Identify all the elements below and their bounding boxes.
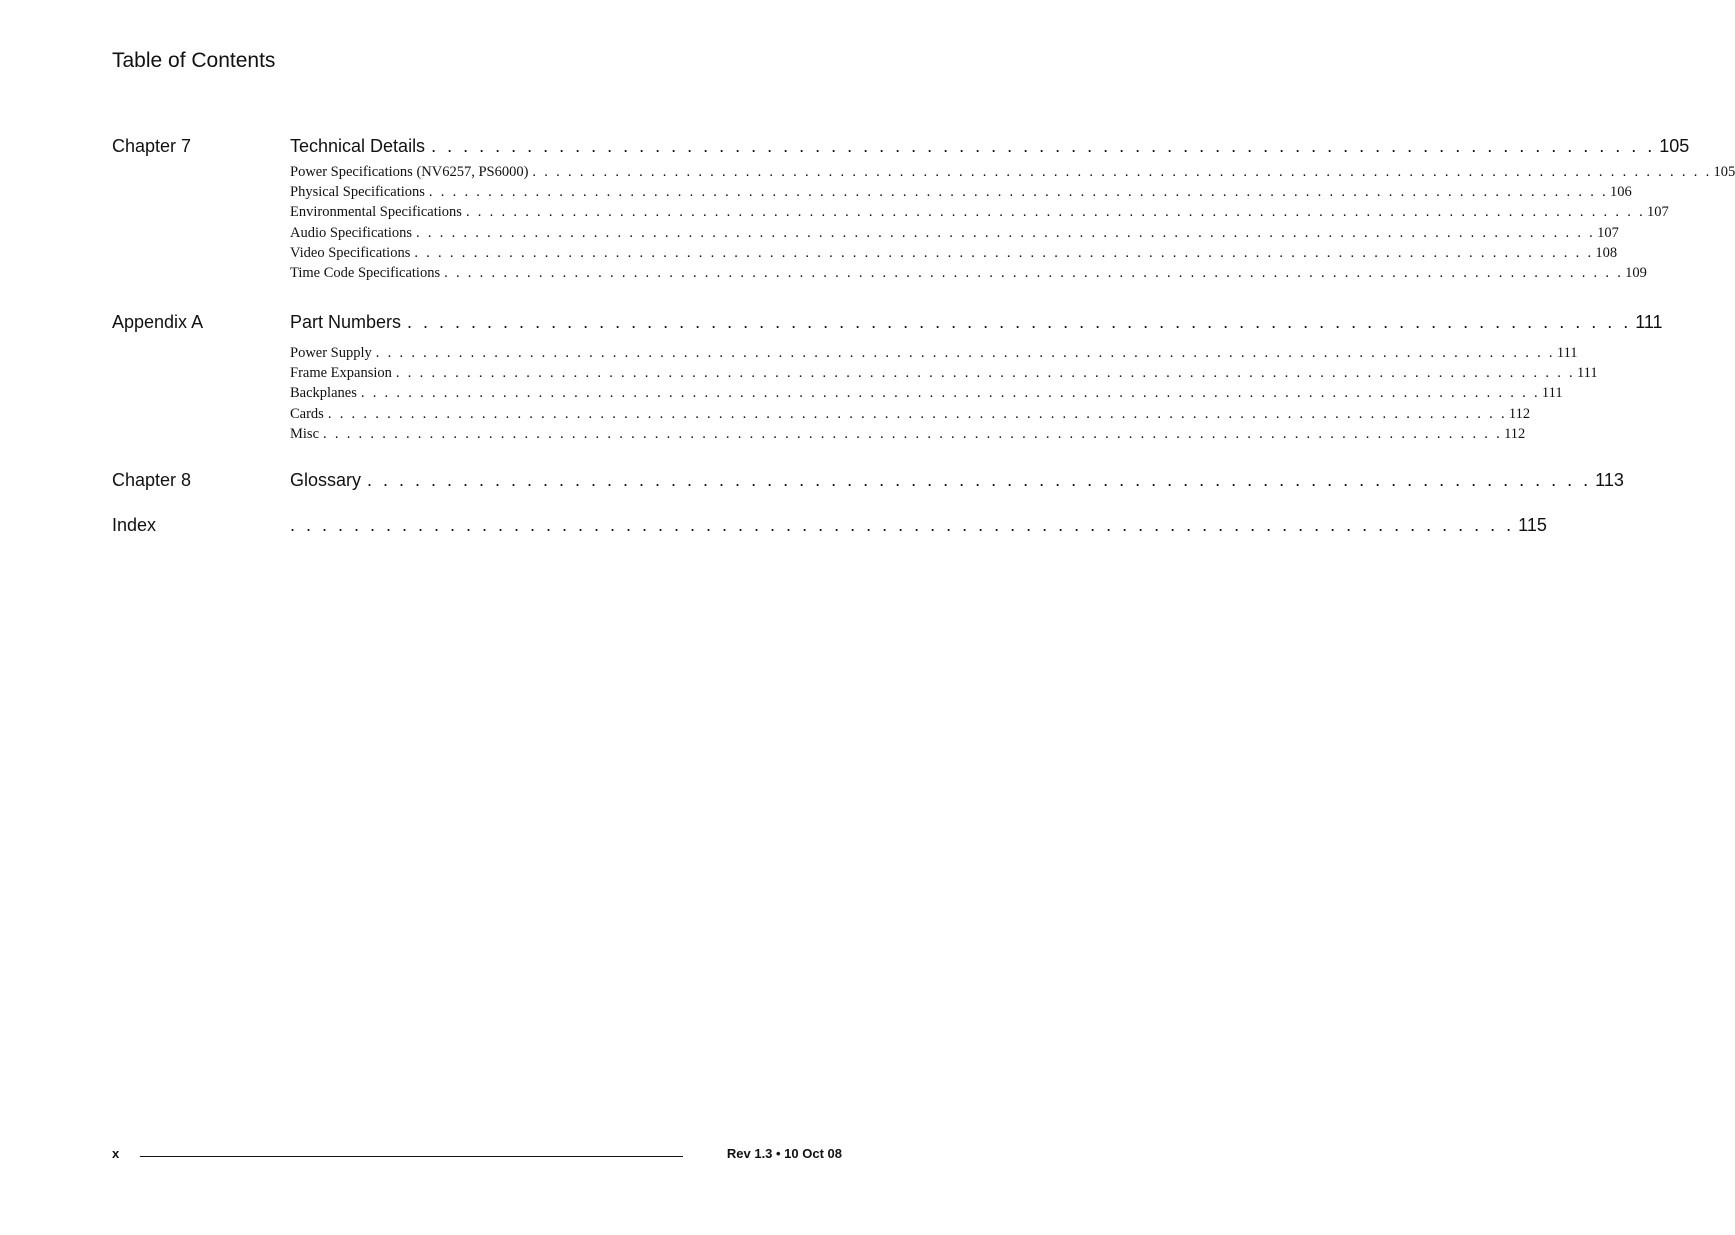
entry-page-number: 112 <box>1504 425 1526 442</box>
dot-leader: . . . . . . . . . . . . . . . . . . . . . . . . . . . . . . . . . . . . . . . . . . . . . . . . . . . . . . . . . . . . . . . . . . . . . . . . . . . . . . . . . . . . . . . . . . . . . . . . . . . . <box>414 244 1594 261</box>
entry-title: Physical Specifications <box>290 184 425 201</box>
toc-entry[interactable] <box>290 404 1531 424</box>
toc-entry[interactable] <box>290 363 1598 383</box>
entry-page-number: 111 <box>1541 385 1563 402</box>
section-label: Chapter 7 <box>112 136 192 156</box>
entry-page-number: 105 <box>1713 164 1735 180</box>
toc-entry[interactable] <box>290 162 1735 182</box>
toc-entry[interactable] <box>290 343 1578 363</box>
entry-title: Frame Expansion <box>290 365 392 382</box>
section-label: Chapter 8 <box>112 470 192 490</box>
dot-leader: . . . . . . . . . . . . . . . . . . . . . . . . . . . . . . . . . . . . . . . . . . . . . . . . . . . . . . . . . . . . . . . . . . . . . . . . . . . . . . . . . . . . . . . . . . . . . . . . . . . . <box>327 405 1507 422</box>
dot-leader: . . . . . . . . . . . . . . . . . . . . . . . . . . . . . . . . . . . . . . . . . . . . . . . . . . . . . . . . . . . . . . . . . . . . . . . . . . . . . <box>431 136 1656 156</box>
page-title: Table of Contents <box>112 49 276 72</box>
section-page-number: 105 <box>1659 136 1690 156</box>
footer-revision: Rev 1.3 • 10 Oct 08 <box>726 1146 842 1161</box>
dot-leader: . . . . . . . . . . . . . . . . . . . . . . . . . . . . . . . . . . . . . . . . . . . . . . . . . . . . . . . . . . . . . . . . . . . . . . . . . . . . . . . . . . . . . . . . . . . . . . . . . . . . <box>532 164 1712 180</box>
section-page-number: 115 <box>1518 515 1547 535</box>
entry-title: Cards <box>290 405 324 422</box>
section-label: Appendix A <box>112 312 204 332</box>
section-title: Part Numbers <box>290 312 402 332</box>
entry-title: Video Specifications <box>290 244 411 261</box>
entry-title: Power Specifications (NV6257, PS6000) <box>290 164 529 180</box>
entry-page-number: 106 <box>1609 184 1632 201</box>
toc-entry[interactable] <box>290 223 1619 243</box>
section-title: Glossary <box>290 470 362 490</box>
dot-leader: . . . . . . . . . . . . . . . . . . . . . . . . . . . . . . . . . . . . . . . . . . . . . . . . . . . . . . . . . . . . . . . . . . . . . . . . . . . . . . . . . . . . . . . . . . . . . . . . . . . . <box>465 204 1646 221</box>
toc-entry[interactable] <box>290 424 1526 444</box>
dot-leader: . . . . . . . . . . . . . . . . . . . . . . . . . . . . . . . . . . . . . . . . . . . . . . . . . . . . . . . . . . . . . . . . . . . . . . . . . . . . . . . . . . . . . . . . . . . . . . . . . . . . <box>395 365 1575 382</box>
section-heading-link[interactable] <box>290 470 1624 491</box>
toc-entry[interactable] <box>290 263 1647 283</box>
entry-title: Misc <box>290 425 319 442</box>
section-page-number: 113 <box>1595 470 1624 490</box>
dot-leader: . . . . . . . . . . . . . . . . . . . . . . . . . . . . . . . . . . . . . . . . . . . . . . . . . . . . . . . . . . . . . . . . . . . . . . . . . . . . . <box>290 515 1515 535</box>
entry-page-number: 109 <box>1625 264 1647 281</box>
dot-leader: . . . . . . . . . . . . . . . . . . . . . . . . . . . . . . . . . . . . . . . . . . . . . . . . . . . . . . . . . . . . . . . . . . . . . . . . . . . . . . . . . . . . . . . . . . . . . . . . . . . . <box>444 264 1624 281</box>
toc-entry[interactable] <box>290 383 1563 403</box>
entry-page-number: 107 <box>1647 204 1669 221</box>
entry-page-number: 108 <box>1595 244 1618 261</box>
entry-title: Time Code Specifications <box>290 264 441 281</box>
entry-title: Power Supply <box>290 345 372 361</box>
entry-title: Audio Specifications <box>290 224 413 241</box>
entry-page-number: 111 <box>1556 345 1578 361</box>
footer-rule <box>140 1156 683 1157</box>
dot-leader: . . . . . . . . . . . . . . . . . . . . . . . . . . . . . . . . . . . . . . . . . . . . . . . . . . . . . . . . . . . . . . . . . . . . . . . . . . . . . . . . . . . . . . . . . . . . . . . . . . . . <box>375 345 1555 361</box>
section-label: Index <box>112 515 157 535</box>
toc-entry[interactable] <box>290 243 1618 263</box>
entry-list <box>290 162 1735 283</box>
entry-title: Environmental Specifications <box>290 204 462 221</box>
entry-title: Backplanes <box>290 385 357 402</box>
section-heading-link[interactable] <box>290 515 1547 536</box>
footer-page-label: x <box>112 1146 120 1161</box>
dot-leader: . . . . . . . . . . . . . . . . . . . . . . . . . . . . . . . . . . . . . . . . . . . . . . . . . . . . . . . . . . . . . . . . . . . . . . . . . . . . . . . . . . . . . . . . . . . . . . . . . . . . <box>323 425 1503 442</box>
section-heading-link[interactable] <box>290 312 1663 333</box>
toc-entry[interactable] <box>290 202 1669 222</box>
section-heading-link[interactable] <box>290 136 1690 157</box>
dot-leader: . . . . . . . . . . . . . . . . . . . . . . . . . . . . . . . . . . . . . . . . . . . . . . . . . . . . . . . . . . . . . . . . . . . . . . . . . . . . . . . . . . . . . . . . . . . . . . . . . . . . <box>428 184 1608 201</box>
entry-page-number: 112 <box>1508 405 1531 422</box>
section-page-number: 111 <box>1635 312 1663 332</box>
toc-entry[interactable] <box>290 182 1632 202</box>
section-title: Technical Details <box>290 136 426 156</box>
entry-page-number: 107 <box>1597 224 1619 241</box>
entry-page-number: 111 <box>1576 365 1598 382</box>
dot-leader: . . . . . . . . . . . . . . . . . . . . . . . . . . . . . . . . . . . . . . . . . . . . . . . . . . . . . . . . . . . . . . . . . . . . . . . . . . . . . . . . . . . . . . . . . . . . . . . . . . . . <box>360 385 1540 402</box>
dot-leader: . . . . . . . . . . . . . . . . . . . . . . . . . . . . . . . . . . . . . . . . . . . . . . . . . . . . . . . . . . . . . . . . . . . . . . . . . . . . . <box>367 470 1592 490</box>
entry-list <box>290 343 1598 444</box>
dot-leader: . . . . . . . . . . . . . . . . . . . . . . . . . . . . . . . . . . . . . . . . . . . . . . . . . . . . . . . . . . . . . . . . . . . . . . . . . . . . . <box>407 312 1632 332</box>
dot-leader: . . . . . . . . . . . . . . . . . . . . . . . . . . . . . . . . . . . . . . . . . . . . . . . . . . . . . . . . . . . . . . . . . . . . . . . . . . . . . . . . . . . . . . . . . . . . . . . . . . . . <box>416 224 1596 241</box>
